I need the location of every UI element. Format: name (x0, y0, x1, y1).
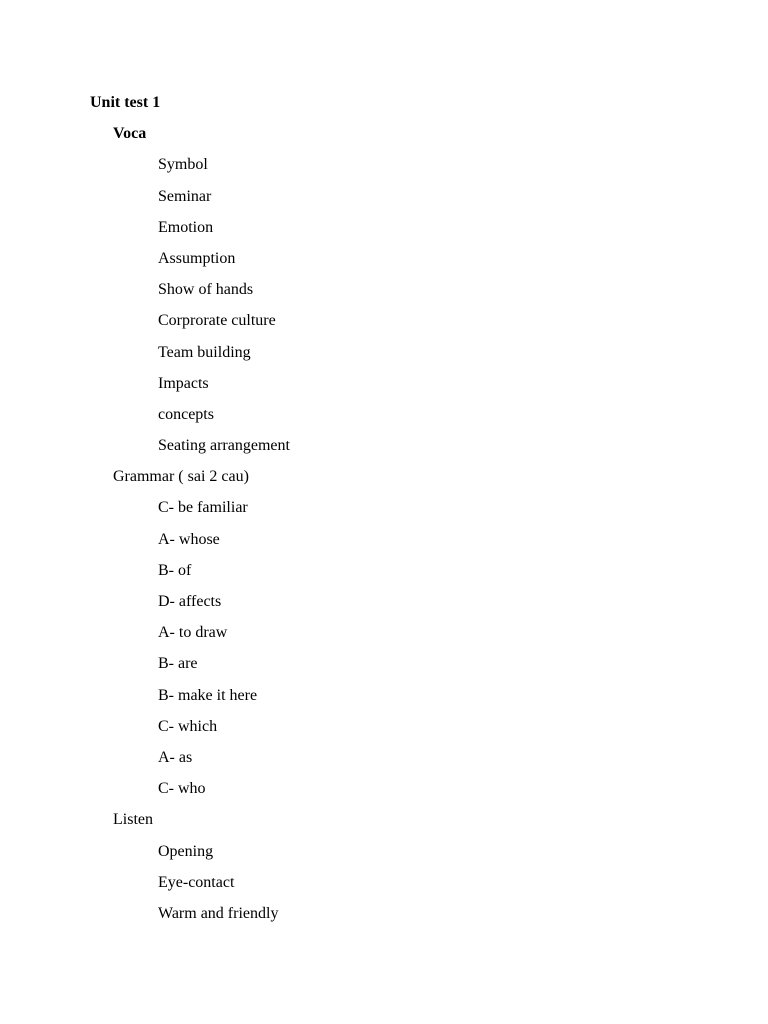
voca-item: Corprorate culture (158, 312, 276, 330)
grammar-answer: A- whose (158, 530, 220, 548)
grammar-answer: C- who (158, 780, 206, 798)
voca-item: Show of hands (158, 281, 254, 299)
grammar-answer: B- are (158, 655, 198, 673)
voca-item: Seminar (158, 187, 212, 205)
voca-item: Seating arrangement (158, 437, 290, 455)
document-body (0, 90, 768, 932)
grammar-answer: B- of (158, 561, 192, 579)
voca-item: Symbol (158, 156, 208, 174)
voca-item: concepts (158, 405, 214, 423)
listen-item: Eye-contact (158, 873, 235, 891)
grammar-answer: A- as (158, 748, 193, 766)
voca-item: Impacts (158, 374, 209, 392)
voca-item: Team building (158, 343, 251, 361)
grammar-answer: B- make it here (158, 686, 258, 704)
grammar-answer: A- to draw (158, 624, 228, 642)
grammar-answer: C- be familiar (158, 499, 248, 517)
listen-item: Opening (158, 842, 214, 860)
section-heading-listen: Listen (113, 811, 153, 829)
grammar-answer: D- affects (158, 593, 222, 610)
document-title: Unit test 1 (90, 94, 161, 111)
grammar-answer: C- which (158, 717, 218, 735)
voca-item: Assumption (158, 249, 236, 267)
section-heading-voca: Voca (113, 125, 147, 143)
listen-item: Warm and friendly (158, 904, 279, 922)
section-heading-grammar: Grammar ( sai 2 cau) (113, 468, 249, 486)
voca-item: Emotion (158, 218, 214, 236)
